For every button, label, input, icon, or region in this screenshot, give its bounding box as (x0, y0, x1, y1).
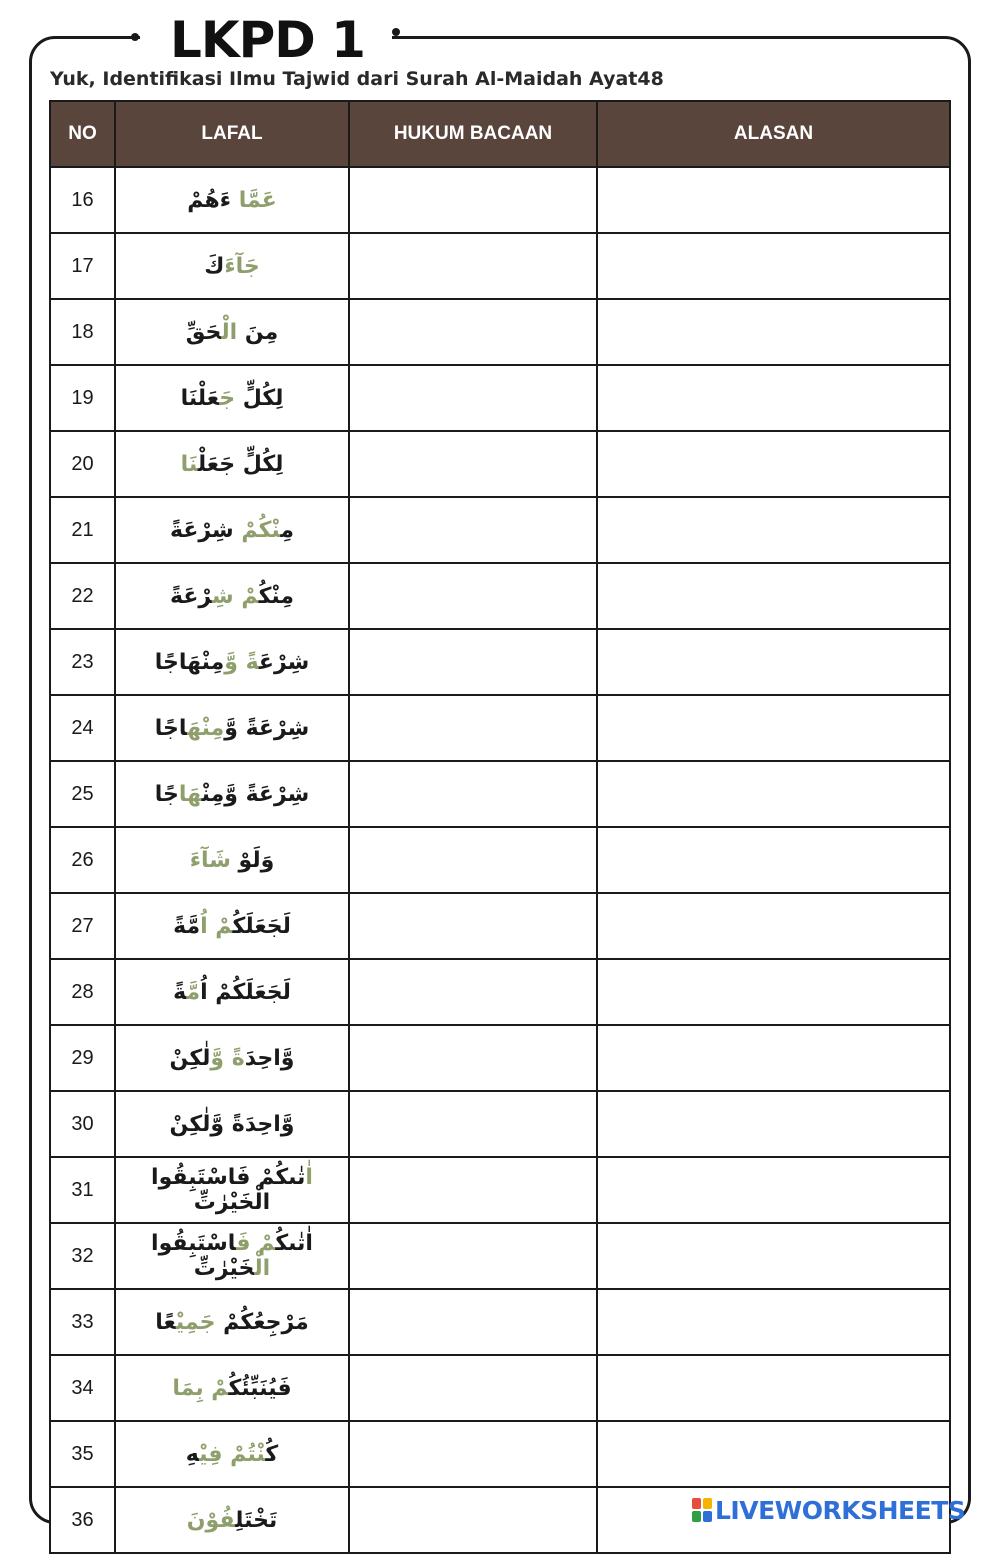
lafal-highlighted-part: الْ (221, 319, 238, 345)
hukum-bacaan-answer-cell[interactable] (349, 893, 597, 959)
hukum-bacaan-answer-cell[interactable] (349, 497, 597, 563)
table-row (50, 1355, 950, 1421)
lafal-highlighted-part: مْ شِ (212, 583, 259, 609)
alasan-answer-cell[interactable] (597, 1223, 950, 1289)
hukum-bacaan-answer-cell[interactable] (349, 233, 597, 299)
page-title: LKPD 1 (170, 11, 365, 69)
alasan-answer-cell[interactable] (597, 167, 950, 233)
table-row (50, 1421, 950, 1487)
row-number: 22 (50, 563, 115, 629)
table-header-row (50, 101, 950, 167)
lafal-part: مِنْهَاجًا (154, 649, 225, 675)
alasan-answer-cell[interactable] (597, 497, 950, 563)
lafal-highlighted-part: مْ بِمَا (172, 1375, 229, 1401)
lafal-part: حَقِّ (185, 319, 222, 345)
hukum-bacaan-answer-cell[interactable] (349, 431, 597, 497)
lafal-part: شِرْعَ (258, 649, 310, 675)
lafal-part: شِرْعَةً وَّ (224, 715, 310, 741)
lafal-cell (115, 1487, 349, 1553)
hukum-bacaan-answer-cell[interactable] (349, 695, 597, 761)
lafal-cell (115, 695, 349, 761)
table-row (50, 959, 950, 1025)
row-number: 20 (50, 431, 115, 497)
lafal-part: اسْتَبِقُوا (151, 1231, 237, 1256)
table-row (50, 761, 950, 827)
lafal-part: اٰتٰىكُ (275, 1231, 313, 1256)
decorative-dot-left (131, 33, 139, 41)
row-number: 21 (50, 497, 115, 563)
lafal-part: كَ (204, 253, 225, 279)
table-row (50, 893, 950, 959)
row-number: 30 (50, 1091, 115, 1157)
lafal-highlighted-part: هَا (178, 781, 202, 807)
hukum-bacaan-answer-cell[interactable] (349, 959, 597, 1025)
alasan-answer-cell[interactable] (597, 563, 950, 629)
lafal-part: فَيُنَبِّئُكُ (228, 1375, 292, 1401)
lafal-cell (115, 1421, 349, 1487)
lafal-part: رْعَةً (169, 583, 213, 609)
lafal-highlighted-part: مِنْهَ (187, 715, 225, 741)
row-number: 32 (50, 1223, 115, 1289)
lafal-part: عَلْنَا (180, 385, 220, 411)
alasan-answer-cell[interactable] (597, 1355, 950, 1421)
lafal-part: كُ (265, 1441, 279, 1467)
alasan-answer-cell[interactable] (597, 959, 950, 1025)
lafal-part: شِرْعَةً (169, 517, 242, 543)
lafal-highlighted-part: نْكُمْ (241, 517, 281, 543)
row-number: 34 (50, 1355, 115, 1421)
alasan-answer-cell[interactable] (597, 1025, 950, 1091)
column-header-alasan: ALASAN (597, 101, 950, 167)
lafal-part: اجًا (154, 715, 188, 741)
table-row (50, 233, 950, 299)
alasan-answer-cell[interactable] (597, 431, 950, 497)
alasan-answer-cell[interactable] (597, 761, 950, 827)
row-number: 35 (50, 1421, 115, 1487)
alasan-answer-cell[interactable] (597, 299, 950, 365)
lafal-part: مَّةً (173, 913, 201, 939)
lafal-highlighted-part: الْ (254, 1256, 271, 1281)
lafal-part: مِنَ (237, 319, 279, 345)
column-header-hukum-bacaan: HUKUM BACAAN (349, 101, 597, 167)
lafal-cell (115, 1157, 349, 1223)
lafal-cell (115, 233, 349, 299)
alasan-answer-cell[interactable] (597, 827, 950, 893)
column-header-lafal: LAFAL (115, 101, 349, 167)
lafal-part: شِرْعَةً وَّمِنْ (201, 781, 310, 807)
lafal-part: وَّاحِدَةً وَّلٰكِنْ (169, 1111, 295, 1137)
decorative-dot-right (392, 28, 400, 36)
lafal-cell (115, 563, 349, 629)
lafal-cell (115, 893, 349, 959)
hukum-bacaan-answer-cell[interactable] (349, 563, 597, 629)
lafal-part: جًا (154, 781, 179, 807)
table-row (50, 1157, 950, 1223)
hukum-bacaan-answer-cell[interactable] (349, 299, 597, 365)
alasan-answer-cell[interactable] (597, 695, 950, 761)
row-number: 19 (50, 365, 115, 431)
lafal-part: لٰكِنْ (169, 1045, 211, 1071)
lafal-cell (115, 761, 349, 827)
lafal-part: مَرْجِعُكُمْ (215, 1309, 309, 1335)
table-row (50, 299, 950, 365)
row-number: 28 (50, 959, 115, 1025)
lafal-part: لَجَعَلَكُمْ اُ (200, 979, 291, 1005)
hukum-bacaan-answer-cell[interactable] (349, 1157, 597, 1223)
lafal-highlighted-part: نْتُمْ فِيْ (199, 1441, 266, 1467)
hukum-bacaan-answer-cell[interactable] (349, 1091, 597, 1157)
lafal-cell (115, 365, 349, 431)
column-header-no: NO (50, 101, 115, 167)
hukum-bacaan-answer-cell[interactable] (349, 1421, 597, 1487)
lafal-part (231, 188, 239, 213)
hukum-bacaan-answer-cell[interactable] (349, 1289, 597, 1355)
hukum-bacaan-answer-cell[interactable] (349, 1355, 597, 1421)
tajwid-table (49, 100, 951, 1554)
alasan-answer-cell[interactable] (597, 1157, 950, 1223)
row-number: 33 (50, 1289, 115, 1355)
lafal-part: مِ (280, 517, 294, 543)
alasan-answer-cell[interactable] (597, 1091, 950, 1157)
alasan-answer-cell[interactable] (597, 1421, 950, 1487)
row-number: 17 (50, 233, 115, 299)
alasan-answer-cell[interactable] (597, 893, 950, 959)
hukum-bacaan-answer-cell[interactable] (349, 167, 597, 233)
hukum-bacaan-answer-cell[interactable] (349, 1487, 597, 1553)
row-number: 24 (50, 695, 115, 761)
hukum-bacaan-answer-cell[interactable] (349, 1025, 597, 1091)
row-number: 26 (50, 827, 115, 893)
instruction-subtitle: Yuk, Identifikasi Ilmu Tajwid dari Surah Al-Maidah Ayat48 (50, 68, 664, 90)
table-body (50, 167, 950, 1553)
table-row (50, 365, 950, 431)
brand-name: LIVEWORKSHEETS (715, 1495, 966, 1525)
lafal-highlighted-part: مْ فَ (236, 1231, 276, 1256)
hukum-bacaan-answer-cell[interactable] (349, 761, 597, 827)
hukum-bacaan-answer-cell[interactable] (349, 827, 597, 893)
lafal-cell (115, 431, 349, 497)
lafal-cell (115, 959, 349, 1025)
lafal-cell (115, 167, 349, 233)
lafal-cell (115, 1355, 349, 1421)
lafal-cell (115, 1223, 349, 1289)
lafal-highlighted-part: مَّ (186, 979, 201, 1005)
table-row (50, 1223, 950, 1289)
lafal-part: تٰىكُمْ فَاسْتَبِقُوا الْخَيْرٰتِّ (151, 1165, 306, 1215)
lafal-highlighted-part: اٰ (305, 1165, 313, 1190)
lafal-cell (115, 497, 349, 563)
lafal-cell (115, 827, 349, 893)
hukum-bacaan-answer-cell[interactable] (349, 365, 597, 431)
lafal-part: عًا (155, 1309, 176, 1335)
table-row (50, 167, 950, 233)
row-number: 23 (50, 629, 115, 695)
alasan-answer-cell[interactable] (597, 365, 950, 431)
lafal-highlighted-part: عَمَّا (238, 187, 277, 213)
row-number: 29 (50, 1025, 115, 1091)
row-number: 25 (50, 761, 115, 827)
table-row (50, 827, 950, 893)
table-row (50, 695, 950, 761)
lafal-part: لِكُلٍّ جَعَلْ (197, 451, 284, 477)
lafal-part: هِ (185, 1441, 200, 1467)
table-row (50, 497, 950, 563)
lafal-part: لِكُلٍّ (235, 385, 284, 411)
lafal-highlighted-part: ةً وَّ (210, 1045, 245, 1071)
hukum-bacaan-answer-cell[interactable] (349, 629, 597, 695)
lafal-part: خَيْرٰتِّ (193, 1256, 255, 1281)
lafal-part: ةً (173, 979, 187, 1005)
liveworksheets-logo-icon (692, 1498, 712, 1522)
lafal-cell (115, 629, 349, 695)
lafal-highlighted-part: جَمِيْ (175, 1309, 216, 1335)
lafal-cell (115, 1091, 349, 1157)
lafal-part: مِنْكُ (258, 583, 294, 609)
lafal-highlighted-part: فُوْنَ (186, 1507, 236, 1533)
alasan-answer-cell[interactable] (597, 1289, 950, 1355)
lafal-part: ءَهُمْ (187, 187, 232, 213)
table-row (50, 1289, 950, 1355)
row-number: 31 (50, 1157, 115, 1223)
lafal-highlighted-part: شَآءَ (189, 847, 231, 873)
lafal-part: وَّاحِدَ (244, 1045, 295, 1071)
lafal-part: لَجَعَلَكُ (232, 913, 291, 939)
lafal-highlighted-part: ةً وَّ (224, 649, 259, 675)
liveworksheets-logo (692, 1495, 965, 1525)
row-number: 27 (50, 893, 115, 959)
lafal-highlighted-part: جَآءَ (224, 253, 260, 279)
row-number: 18 (50, 299, 115, 365)
lafal-cell (115, 1289, 349, 1355)
table-row (50, 1091, 950, 1157)
lafal-highlighted-part: جَ (219, 385, 236, 411)
table-row (50, 629, 950, 695)
lafal-highlighted-part: نَا (180, 451, 198, 477)
lafal-cell (115, 299, 349, 365)
lafal-part: تَخْتَلِ (235, 1507, 278, 1533)
alasan-answer-cell[interactable] (597, 233, 950, 299)
row-number: 16 (50, 167, 115, 233)
hukum-bacaan-answer-cell[interactable] (349, 1223, 597, 1289)
lafal-cell (115, 1025, 349, 1091)
row-number: 36 (50, 1487, 115, 1553)
table-row (50, 431, 950, 497)
table-row (50, 563, 950, 629)
table-row (50, 1025, 950, 1091)
lafal-highlighted-part: مْ اُ (200, 913, 233, 939)
alasan-answer-cell[interactable] (597, 629, 950, 695)
lafal-part: وَلَوْ (230, 847, 275, 873)
